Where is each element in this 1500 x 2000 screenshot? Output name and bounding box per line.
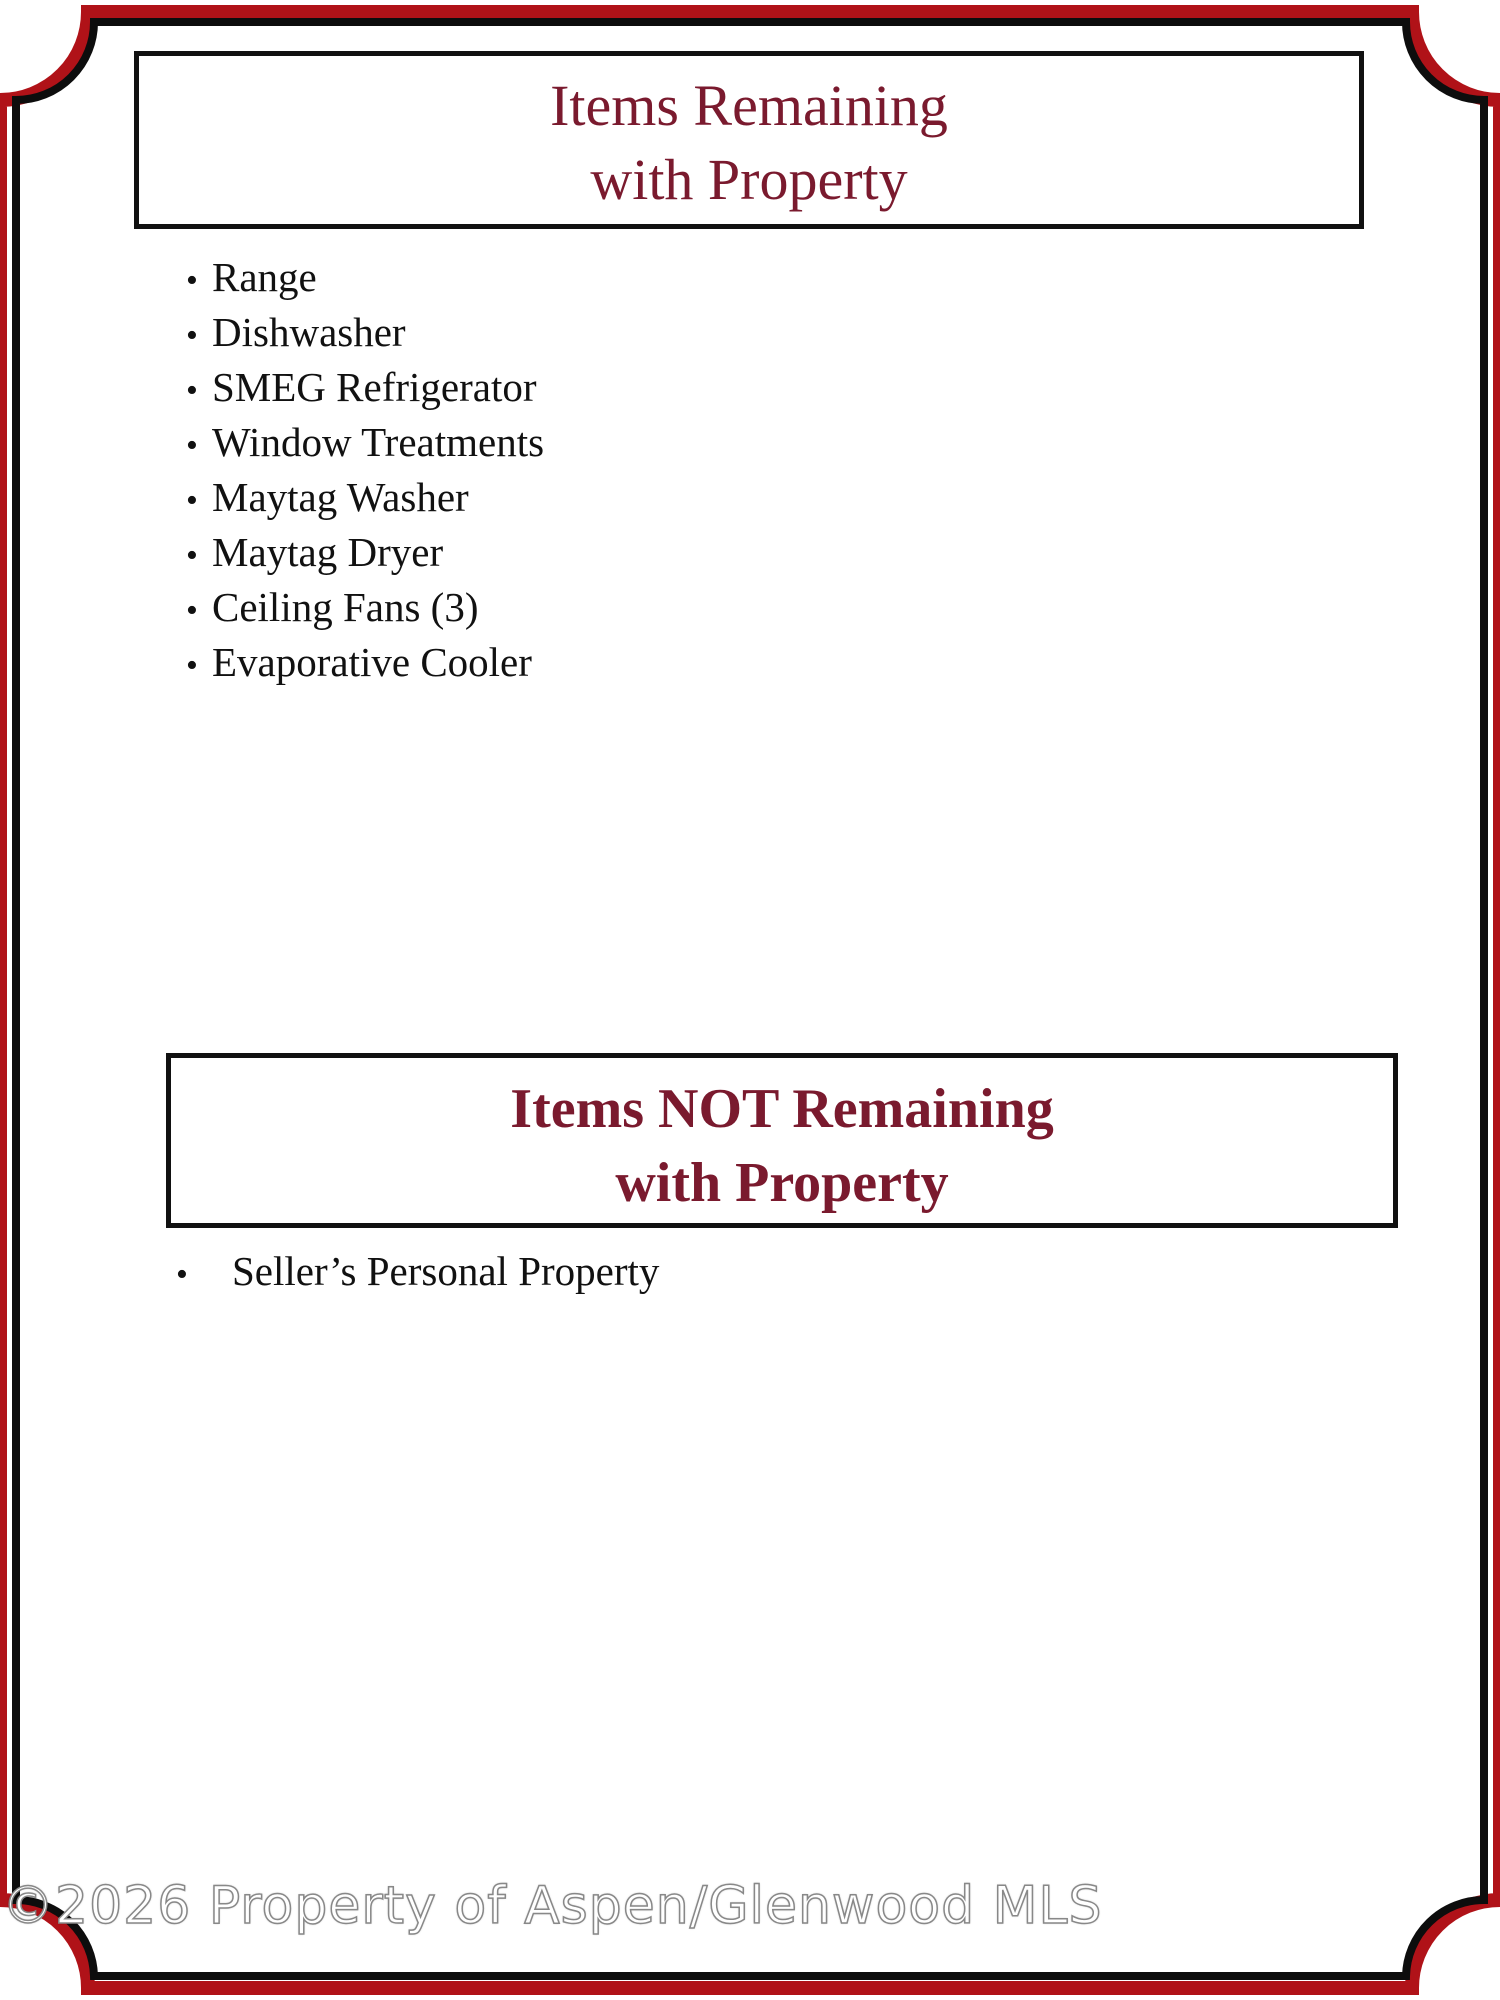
not-remaining-title-box [166, 1053, 1398, 1228]
bullet-icon: • [186, 537, 198, 574]
item-label: Range [212, 254, 317, 300]
item-label: Window Treatments [212, 419, 545, 465]
list-item [186, 415, 544, 470]
watermark: ©2026 Property of Aspen/Glenwood MLS [2, 1876, 1103, 1936]
item-label: Ceiling Fans (3) [212, 584, 479, 630]
not-remaining-title-line1: Items NOT Remaining [510, 1078, 1054, 1140]
list-item [186, 305, 544, 360]
not-remaining-title-line2: with Property [615, 1152, 949, 1214]
item-label: SMEG Refrigerator [212, 364, 537, 410]
remaining-title-line1: Items Remaining [550, 73, 948, 138]
item-label: Dishwasher [212, 309, 406, 355]
list-item [186, 250, 544, 305]
bullet-icon: • [186, 317, 198, 354]
bullet-icon: • [186, 647, 198, 684]
list-item [186, 360, 544, 415]
list-item [176, 1243, 659, 1303]
list-item [186, 525, 544, 580]
remaining-items-list [186, 250, 544, 690]
remaining-title-box [134, 51, 1364, 229]
list-item [186, 470, 544, 525]
bullet-icon: • [186, 592, 198, 629]
bullet-icon: • [176, 1256, 188, 1293]
list-item [186, 635, 544, 690]
bullet-icon: • [186, 262, 198, 299]
item-label: Evaporative Cooler [212, 639, 532, 685]
item-label: Maytag Dryer [212, 529, 444, 575]
item-label: Seller’s Personal Property [232, 1248, 660, 1294]
remaining-title-line2: with Property [590, 147, 908, 212]
not-remaining-items-list [176, 1243, 659, 1303]
item-label: Maytag Washer [212, 474, 469, 520]
list-item [186, 580, 544, 635]
bullet-icon: • [186, 482, 198, 519]
bullet-icon: • [186, 427, 198, 464]
bullet-icon: • [186, 372, 198, 409]
